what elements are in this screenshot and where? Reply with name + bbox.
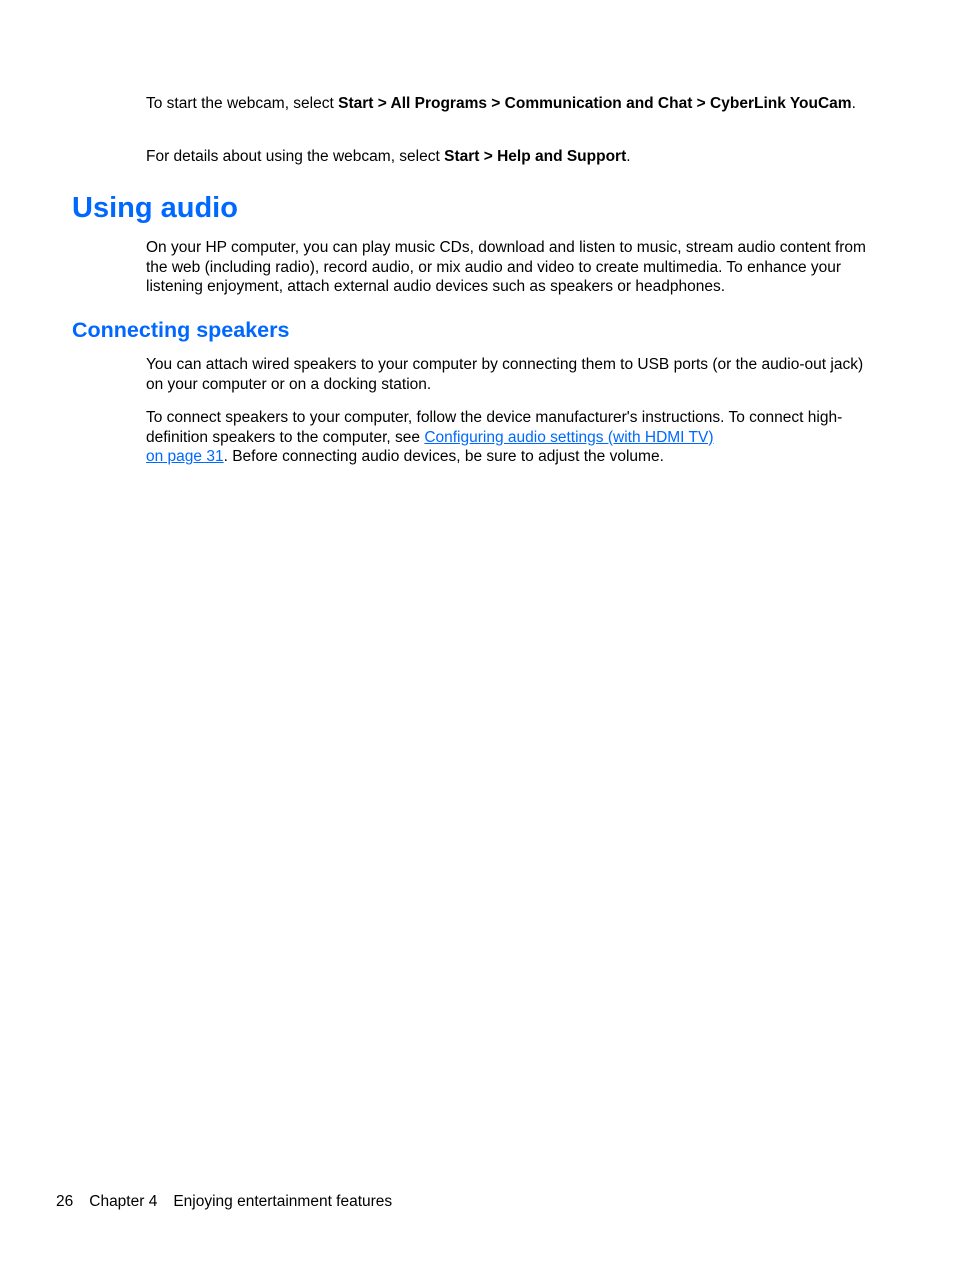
webcam-details-path: Start > Help and Support: [444, 148, 627, 165]
webcam-start-prefix: To start the webcam, select: [146, 95, 339, 112]
para2-prefix: To connect speakers to your computer, follow the device manufacturer's instructions. To connect high-definition speakers to the computer, see: [146, 409, 843, 446]
webcam-start-instruction: [146, 94, 866, 114]
page-footer: [56, 1192, 408, 1211]
webcam-details-suffix: .: [626, 148, 631, 165]
webcam-start-path: Start > All Programs > Communication and Chat > CyberLink YouCam: [338, 95, 852, 112]
footer-chapter: Chapter 4: [89, 1193, 158, 1210]
para2-suffix: . Before connecting audio devices, be sure to adjust the volume.: [223, 448, 664, 466]
connecting-speakers-para1: You can attach wired speakers to your computer by connecting them to USB ports (or the audio-out jack) on your computer or on a docking station.: [146, 356, 864, 393]
using-audio-heading: Using audio: [72, 192, 238, 224]
webcam-start-suffix: .: [851, 95, 856, 112]
using-audio-body: On your HP computer, you can play music CDs, download and listen to music, stream audio content from the web (including radio), record audio, or mix audio and video to create multimedia. To enhance your listening enjoyment, attach external audio devices such as speakers or headphones.: [146, 239, 866, 296]
footer-page-number: 26: [56, 1193, 74, 1210]
webcam-details-instruction: [146, 147, 866, 167]
webcam-details-prefix: For details about using the webcam, select: [146, 148, 445, 165]
hdmi-link-line2: on page 31: [146, 448, 224, 466]
connecting-speakers-heading: Connecting speakers: [72, 318, 290, 342]
connecting-speakers-para2: [146, 408, 866, 467]
footer-chapter-title: Enjoying entertainment features: [173, 1193, 393, 1210]
hdmi-link-line1: Configuring audio settings (with HDMI TV): [424, 428, 714, 446]
